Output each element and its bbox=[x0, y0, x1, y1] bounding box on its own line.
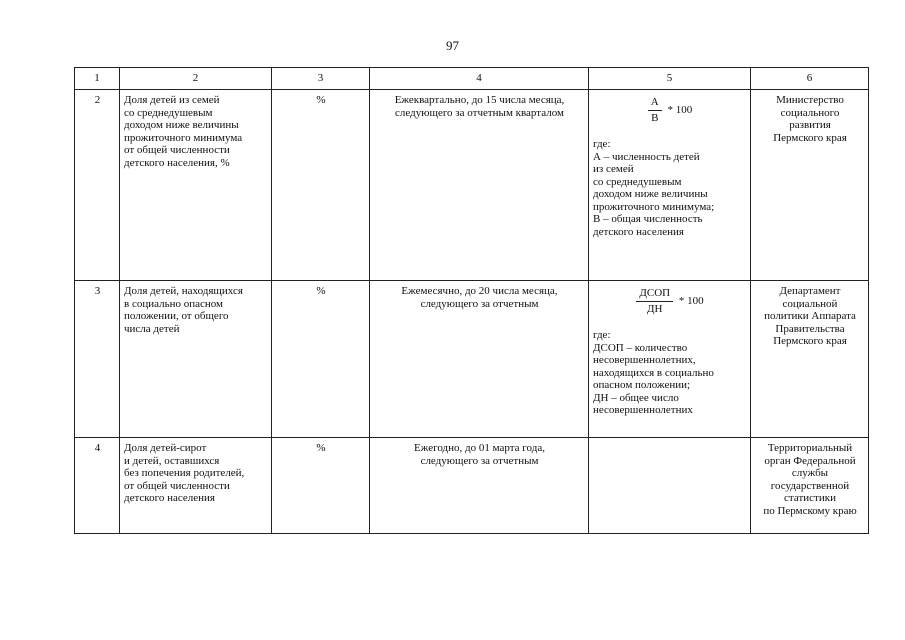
formula-cell bbox=[589, 281, 751, 438]
fraction bbox=[636, 287, 673, 315]
table-header-row bbox=[75, 68, 869, 90]
indicator-name: Доля детей-сирот и детей, оставшихся без попечения родителей, от общей численности детского населения bbox=[120, 438, 272, 534]
period-cell: Ежемесячно, до 20 числа месяца, следующего за отчетным bbox=[370, 281, 589, 438]
period-cell: Ежеквартально, до 15 числа месяца, следующего за отчетным кварталом bbox=[370, 90, 589, 281]
formula bbox=[593, 287, 747, 315]
table-row bbox=[75, 438, 869, 534]
page-number: 97 bbox=[446, 38, 459, 53]
fraction-denominator: В bbox=[651, 111, 659, 124]
formula-multiplier: * 100 bbox=[676, 294, 704, 307]
fraction-denominator: ДН bbox=[647, 302, 663, 315]
column-header: 4 bbox=[370, 68, 589, 90]
fraction-numerator: А bbox=[648, 96, 662, 111]
formula-explanation: где: А – численность детей из семей со среднедушевым доходом ниже величины прожиточного минимума; В – общая численность детского населения bbox=[593, 138, 715, 238]
indicator-name: Доля детей, находящихся в социально опасном положении, от общего числа детей bbox=[120, 281, 272, 438]
responsible-org: Министерство социального развития Пермского края bbox=[751, 90, 869, 281]
row-number: 3 bbox=[75, 281, 120, 438]
period-cell: Ежегодно, до 01 марта года, следующего за отчетным bbox=[370, 438, 589, 534]
indicators-table bbox=[74, 67, 869, 534]
formula bbox=[593, 96, 747, 124]
responsible-org: Департамент социальной политики Аппарата Правительства Пермского края bbox=[751, 281, 869, 438]
column-header: 6 bbox=[751, 68, 869, 90]
row-number: 2 bbox=[75, 90, 120, 281]
row-number: 4 bbox=[75, 438, 120, 534]
formula-cell bbox=[589, 90, 751, 281]
table-row bbox=[75, 90, 869, 281]
indicator-name: Доля детей из семей со среднедушевым доходом ниже величины прожиточного минимума от общей численности детского населения, % bbox=[120, 90, 272, 281]
column-header: 1 bbox=[75, 68, 120, 90]
unit-cell: % bbox=[272, 90, 370, 281]
formula-explanation: где: ДСОП – количество несовершеннолетних, находящихся в социально опасном положении; ДН – общее число несовершеннолетних bbox=[593, 329, 714, 416]
formula-multiplier: * 100 bbox=[664, 103, 693, 116]
unit-cell: % bbox=[272, 281, 370, 438]
formula-cell bbox=[589, 438, 751, 534]
table-row bbox=[75, 281, 869, 438]
unit-cell: % bbox=[272, 438, 370, 534]
fraction bbox=[648, 96, 662, 124]
fraction-numerator: ДСОП bbox=[636, 287, 673, 302]
responsible-org: Территориальный орган Федеральной службы государственной статистики по Пермскому краю bbox=[751, 438, 869, 534]
column-header: 3 bbox=[272, 68, 370, 90]
column-header: 5 bbox=[589, 68, 751, 90]
column-header: 2 bbox=[120, 68, 272, 90]
